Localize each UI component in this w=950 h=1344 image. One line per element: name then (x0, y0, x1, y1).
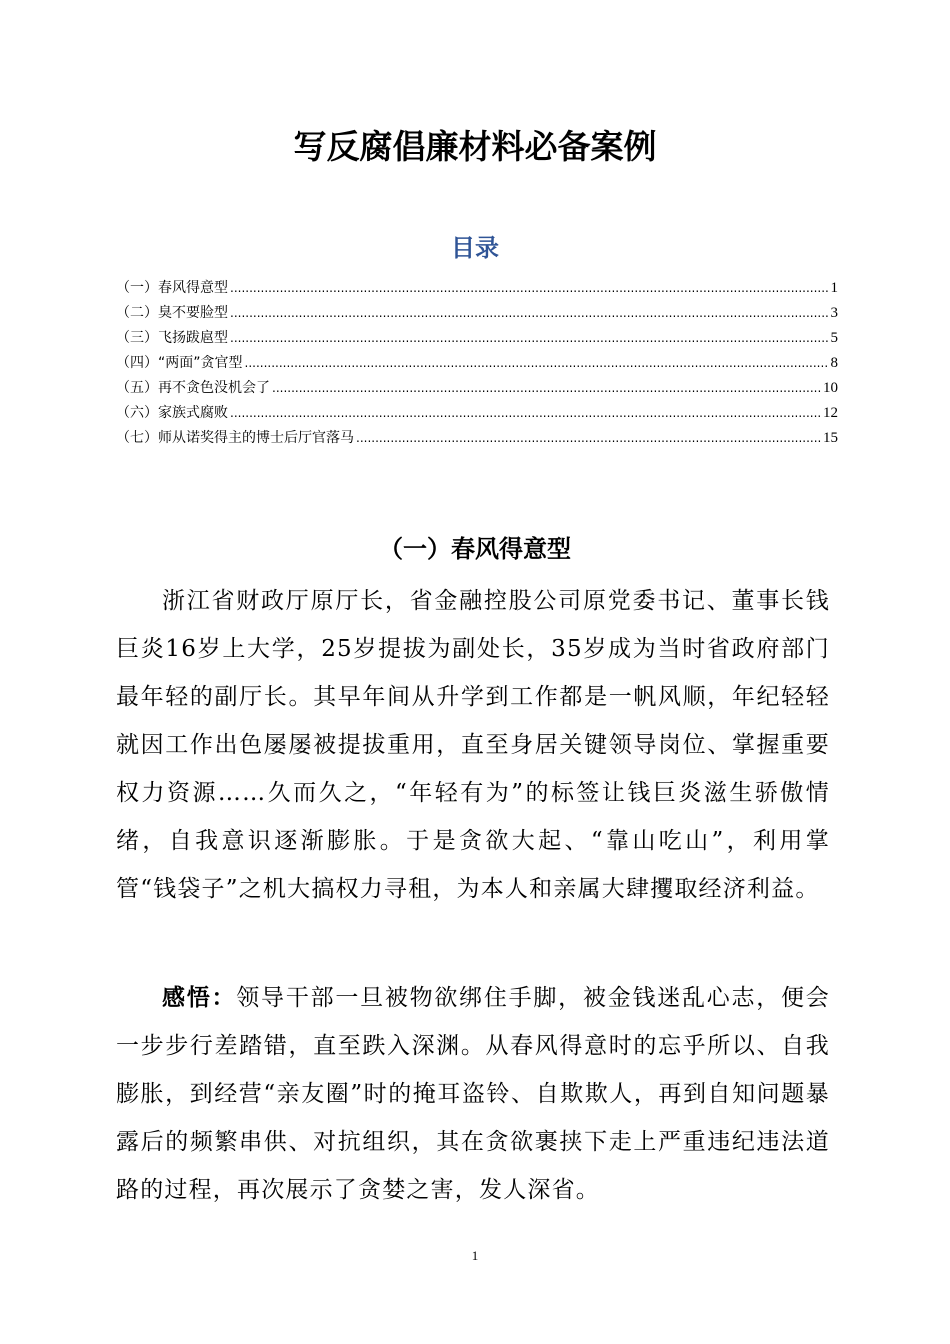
toc-item-label: （四）“两面”贪官型 (116, 355, 243, 371)
section-heading: （一）春风得意型 (379, 535, 571, 563)
body-paragraph: 浙江省财政厅原厅长，省金融控股公司原党委书记、董事长钱巨炎16岁上大学，25岁提拔为副处长，35岁成为当时省政府部门最年轻的副厅长。其早年间从升学到工作都是一帆风顺，年纪轻轻就因工作出色屡屡被提拔重用，直至身居关键领导岗位、掌握重要权力资源……久而久之，“年轻有为”的标签让钱巨炎滋生骄傲情绪，自我意识逐渐膨胀。于是贪欲大起、“靠山吃山”，利用掌管“钱袋子”之机大搞权力寻租，为本人和亲属大肆攫取经济利益。 (116, 588, 830, 902)
toc-dot-leader (272, 376, 821, 401)
toc-item-label: （二）臭不要脸型 (116, 305, 228, 321)
toc-item[interactable] (116, 276, 838, 301)
toc-dot-leader (230, 401, 821, 426)
toc-item[interactable] (116, 426, 838, 451)
toc-item[interactable] (116, 401, 838, 426)
toc-item[interactable] (116, 301, 838, 326)
toc-item-page: 15 (823, 430, 838, 446)
toc-item-label: （五）再不贪色没机会了 (116, 380, 270, 396)
toc-dot-leader (245, 351, 829, 376)
page-number: 1 (471, 1248, 479, 1263)
toc-dot-leader (230, 301, 829, 326)
toc-item-label: （七）师从诺奖得主的博士后厅官落马 (116, 430, 354, 446)
toc-heading: 目录 (451, 234, 499, 262)
toc-item[interactable] (116, 376, 838, 401)
reflection-paragraph (116, 974, 830, 1214)
document-title: 写反腐倡廉材料必备案例 (293, 127, 657, 166)
toc-item-label: （六）家族式腐败 (116, 405, 228, 421)
toc-dot-leader (230, 326, 829, 351)
toc-item-page: 5 (830, 330, 838, 346)
toc-item-page: 1 (830, 280, 838, 296)
toc-item-page: 10 (823, 380, 838, 396)
toc-dot-leader (230, 276, 829, 301)
reflection-label: 感悟： (162, 985, 237, 1011)
reflection-text: 领导干部一旦被物欲绑住手脚，被金钱迷乱心志，便会一步步行差踏错，直至跌入深渊。从春风得意时的忘乎所以、自我膨胀，到经营“亲友圈”时的掩耳盗铃、自欺欺人，再到自知问题暴露后的频繁串供、对抗组织，其在贪欲裹挟下走上严重违纪违法道路的过程，再次展示了贪婪之害，发人深省。 (116, 985, 830, 1203)
toc-item-label: （一）春风得意型 (116, 280, 228, 296)
toc-item-page: 3 (830, 305, 838, 321)
toc-item[interactable] (116, 351, 838, 376)
toc-dot-leader (356, 426, 821, 451)
toc-item-page: 8 (830, 355, 838, 371)
toc-item-page: 12 (823, 405, 838, 421)
toc-item[interactable] (116, 326, 838, 351)
toc-item-label: （三）飞扬跋扈型 (116, 330, 228, 346)
table-of-contents (116, 276, 838, 451)
